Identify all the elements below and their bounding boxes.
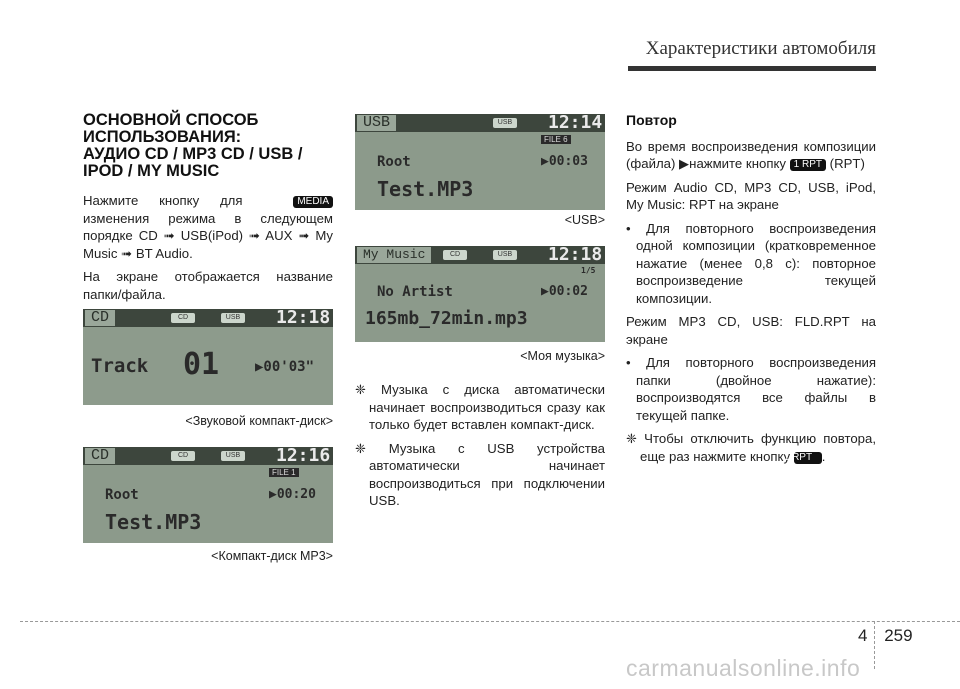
clock: 12:18 [548, 246, 603, 265]
repeat-intro [626, 138, 876, 173]
my-music-screen-image [355, 246, 605, 342]
chapter-number: 4 [858, 626, 868, 645]
media-button-badge: MEDIA [293, 196, 333, 208]
heading-line-4: IPOD / MY MUSIC [83, 162, 220, 180]
play-time: ▶00:20 [269, 487, 316, 502]
rpt-button-badge-2: 1 RPT [794, 452, 822, 464]
page-number-value: 259 [884, 626, 913, 645]
footer-rule [20, 621, 960, 622]
mode-text-a: Нажмите кнопку для [83, 193, 243, 208]
track-label: Track [91, 355, 149, 377]
screen-tab: CD [85, 310, 115, 326]
folder-paragraph: На экране отображается название папки/файла. [83, 269, 333, 302]
folder-name: Root [105, 487, 139, 503]
note-disable-repeat [626, 430, 876, 465]
song-name: Test.MP3 [105, 510, 202, 534]
artist-name: No Artist [377, 284, 453, 300]
clock: 12:14 [548, 114, 603, 133]
clock: 12:16 [276, 447, 331, 466]
mode-rpt-paragraph: Режим Audio CD, MP3 CD, USB, iPod, My Music: RPT на экране [626, 179, 876, 212]
cd-chip: CD [443, 250, 467, 260]
note-end: . [821, 448, 826, 464]
song-name: Test.MP3 [377, 177, 474, 201]
page-header-title: Характеристики автомобиля [645, 38, 876, 59]
mode-paragraph [83, 192, 333, 262]
clock: 12:18 [276, 309, 331, 328]
play-time: ▶00:02 [541, 284, 588, 299]
file-indicator: FILE 6 [541, 135, 571, 144]
cd-screen-image [83, 309, 333, 405]
play-time: ▶00'03" [255, 359, 315, 375]
repeat-intro-a: Во время воспроизведения композиции (файла) ▶нажмите кнопку [626, 138, 876, 171]
song-name: 165mb_72min.mp3 [365, 308, 528, 329]
bullet-folder-repeat: • Для повторного воспроизведения папки (двойное нажатие): воспроизводятся все файлы в текущей папке. [626, 355, 876, 423]
usb-chip: USB [221, 313, 245, 323]
screen-tab: CD [85, 448, 115, 464]
caption-my-music: <Моя музыка> [520, 349, 605, 363]
mp3-screen-image [83, 447, 333, 543]
heading-line-3: АУДИО CD / MP3 CD / USB / [83, 145, 303, 163]
usb-chip: USB [493, 250, 517, 260]
repeat-intro-b: (RPT) [829, 156, 865, 171]
bullet-single-repeat: • Для повторного воспроизведения одной композиции (кратковременное нажатие (менее 0,8 с): повторное воспроизведение текущей композиции. [626, 220, 876, 306]
right-column [626, 112, 876, 471]
usb-chip: USB [221, 451, 245, 461]
track-number: 01 [183, 347, 220, 382]
usb-screen-image [355, 114, 605, 210]
heading-line-2: ИСПОЛЬЗОВАНИЯ: [83, 128, 242, 146]
page-number [858, 626, 913, 646]
caption-usb: <USB> [564, 213, 605, 227]
cd-chip: CD [171, 451, 195, 461]
left-column [83, 112, 333, 309]
file-indicator: FILE 1 [269, 468, 299, 477]
usb-chip: USB [493, 118, 517, 128]
cd-chip: CD [171, 313, 195, 323]
caption-audio-cd: <Звуковой компакт-диск> [185, 414, 333, 428]
note-cd-autoplay: ❈ Музыка с диска автоматически начинает воспроизводиться сразу как только будет вставлен компакт-диск. [355, 382, 605, 432]
heading-line-1: ОСНОВНОЙ СПОСОБ [83, 111, 259, 129]
rpt-button-badge [790, 159, 826, 171]
note-disable-text: ❈ Чтобы отключить функцию повтора, еще раз нажмите кнопку [626, 431, 876, 464]
track-count: 1/5 [581, 266, 596, 275]
rpt-badge-text: 1 RPT [793, 159, 822, 170]
mode-fld-rpt-paragraph: Режим MP3 CD, USB: FLD.RPT на экране [626, 314, 876, 347]
mode-text-b: изменения режима в следующем порядке CD ➟ USB(iPod) ➟ AUX ➟ My Music ➟ BT Audio. [83, 210, 333, 261]
watermark: carmanualsonline.info [626, 655, 861, 681]
play-time: ▶00:03 [541, 154, 588, 169]
screen-tab: USB [357, 115, 396, 131]
section-heading [83, 112, 333, 180]
repeat-heading: Повтор [626, 112, 677, 128]
folder-name: Root [377, 154, 411, 170]
note-usb-autoplay: ❈ Музыка с USB устройства автоматически начинает воспроизводиться при подключении USB. [355, 440, 605, 508]
header-rule [628, 66, 876, 71]
screen-tab: My Music [357, 247, 431, 263]
caption-mp3-cd: <Компакт-диск MP3> [211, 549, 333, 563]
middle-notes [355, 381, 605, 516]
